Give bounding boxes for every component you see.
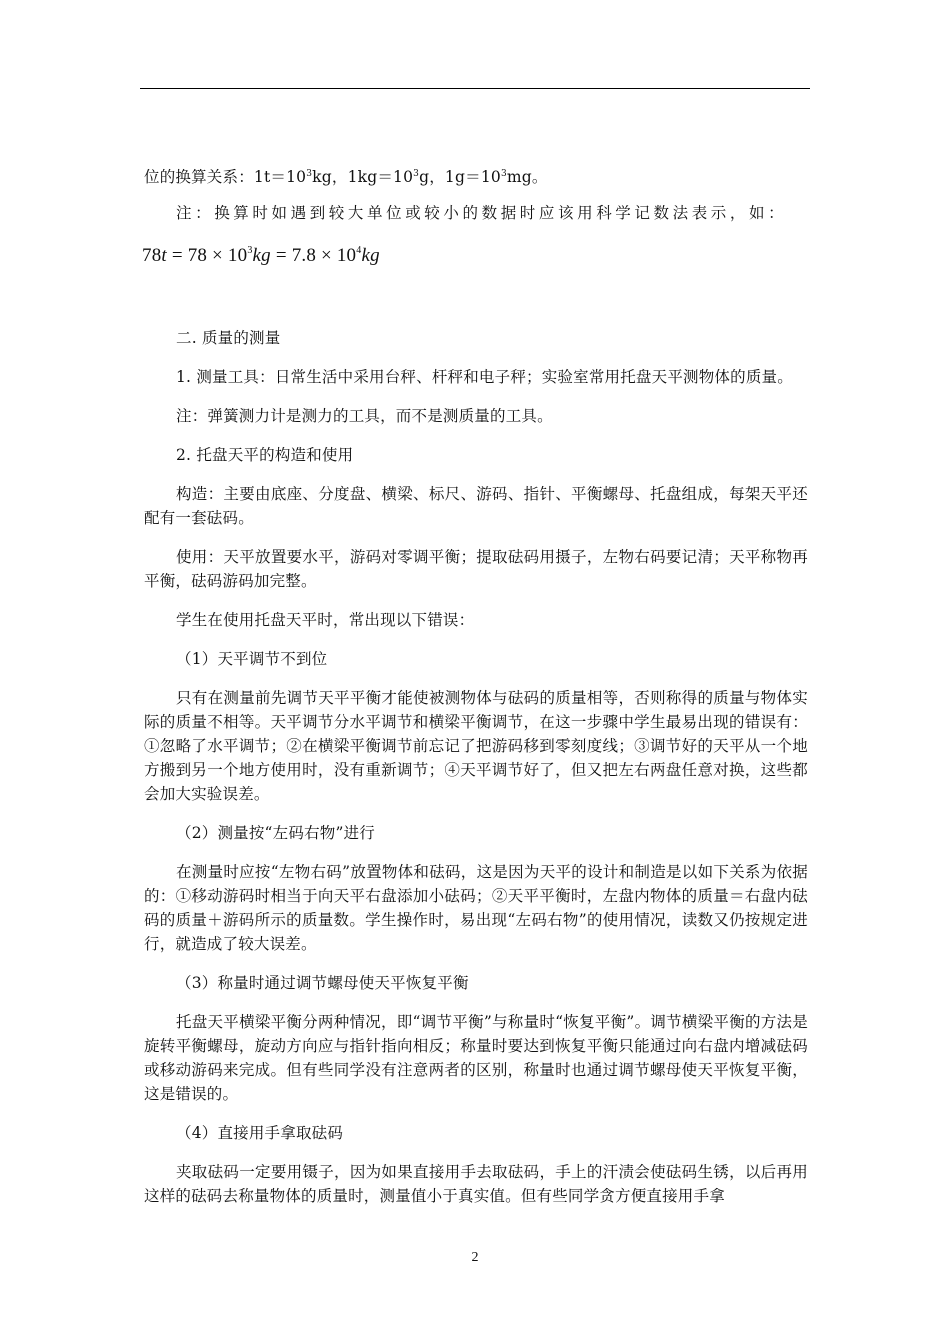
measuring-tools-paragraph: 1. 测量工具：日常生活中采用台秤、杆秤和电子秤；实验室常用托盘天平测物体的质量。 — [176, 368, 793, 386]
scientific-notation-note: 注：换算时如遇到较大单位或较小的数据时应该用科学记数法表示，如： — [176, 204, 788, 222]
error-title: （4）直接用手拿取砝码 — [176, 1124, 344, 1142]
usage-paragraph: 使用：天平放置要水平，游码对零调平衡；提取砝码用摄子，左物右码要记清；天平称物再平衡，砝码游码加完整。 — [144, 548, 808, 590]
header-rule — [140, 88, 810, 89]
error-title: （3）称量时通过调节螺母使天平恢复平衡 — [176, 974, 469, 992]
errors-intro: 学生在使用托盘天平时，常出现以下错误： — [176, 611, 475, 629]
error-body: 托盘天平横梁平衡分两种情况，即“调节平衡”与称量时“恢复平衡”。调节横梁平衡的方法是旋转平衡螺母，旋动方向应与指针指向相反；称量时要达到恢复平衡只能通过向右盘内增减砝码或移动游码来完成。但有些同学没有注意两者的区别，称量时也通过调节螺母使天平恢复平衡，这是错误的。 — [144, 1013, 808, 1103]
error-body: 在测量时应按“左物右码”放置物体和砝码，这是因为天平的设计和制造是以如下关系为依据的：①移动游码时相当于向天平右盘添加小砝码；②天平平衡时，左盘内物体的质量＝右盘内砝码的质量＋游码所示的质量数。学生操作时，易出现“左码右物”的使用情况，读数又仍按规定进行，就造成了较大误差。 — [144, 863, 808, 953]
spring-scale-note: 注：弹簧测力计是测力的工具，而不是测质量的工具。 — [176, 407, 553, 425]
page-number: 2 — [471, 1250, 479, 1265]
error-title: （1）天平调节不到位 — [176, 650, 328, 668]
error-title: （2）测量按“左码右物”进行 — [176, 824, 376, 842]
structure-paragraph: 构造：主要由底座、分度盘、横梁、标尺、游码、指针、平衡螺母、托盘组成，每架天平还配有一套砝码。 — [144, 485, 808, 527]
balance-subheading: 2. 托盘天平的构造和使用 — [176, 446, 354, 464]
section-heading: 二. 质量的测量 — [176, 329, 281, 347]
error-body: 夹取砝码一定要用镊子，因为如果直接用手去取砝码，手上的汗渍会使砝码生锈，以后再用这样的砝码去称量物体的质量时，测量值小于真实值。但有些同学贪方便直接用手拿 — [144, 1163, 808, 1205]
conversion-formula: $78t = 78 \times 10^3kg = 7.8 \times 10^4kg$ — [142, 245, 380, 266]
error-body: 只有在测量前先调节天平平衡才能使被测物体与砝码的质量相等，否则称得的质量与物体实际的质量不相等。天平调节分水平调节和横梁平衡调节，在这一步骤中学生最易出现的错误有：①忽略了水平调节；②在横梁平衡调节前忘记了把游码移到零刻度线；③调节好的天平从一个地方搬到另一个地方使用时，没有重新调节；④天平调节好了，但又把左右两盘任意对换，这些都会加大实验误差。 — [144, 689, 808, 803]
unit-conversion-line: 位的换算关系：$1t=10^3kg$，$1kg=10^3g$，$1g=10^3mg$。 — [144, 168, 548, 186]
document-body — [144, 162, 808, 1223]
